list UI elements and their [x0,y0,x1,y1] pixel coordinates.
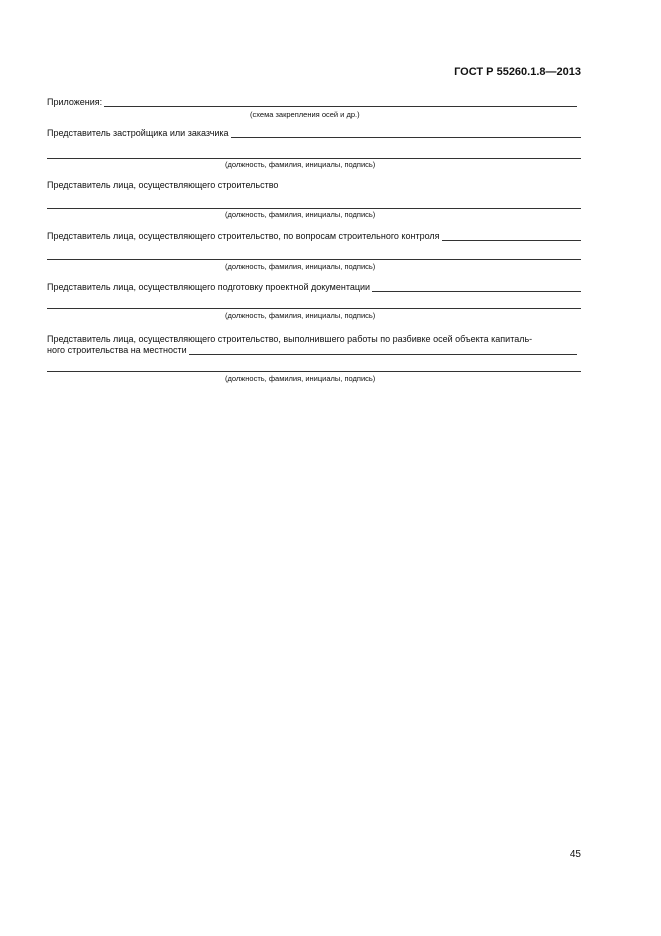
builder-representative-label: Представитель лица, осуществляющего строительство [47,180,279,190]
layout-signature-caption: (должность, фамилия, инициалы, подпись) [225,374,376,383]
appendix-caption: (схема закрепления осей и др.) [250,110,360,119]
customer-signature-caption: (должность, фамилия, инициалы, подпись) [225,160,376,169]
builder-signature-caption: (должность, фамилия, инициалы, подпись) [225,210,376,219]
construction-control-signature-caption: (должность, фамилия, инициалы, подпись) [225,262,376,271]
builder-signature-line[interactable] [47,208,581,209]
customer-signature-line[interactable] [47,158,581,159]
appendix-row [47,97,581,108]
construction-control-signature-line[interactable] [47,259,581,260]
layout-representative-field[interactable] [189,346,577,355]
layout-representative-row [47,345,581,356]
customer-representative-row [47,128,581,139]
appendix-field[interactable] [104,98,577,107]
layout-signature-line[interactable] [47,371,581,372]
design-representative-row [47,282,581,293]
design-signature-caption: (должность, фамилия, инициалы, подпись) [225,311,376,320]
design-signature-line[interactable] [47,308,581,309]
construction-control-representative-row [47,231,581,242]
design-representative-label: Представитель лица, осуществляющего подготовку проектной документации [47,282,371,292]
appendix-label: Приложения: [47,97,103,107]
customer-representative-label: Представитель застройщика или заказчика [47,128,229,138]
document-code: ГОСТ Р 55260.1.8—2013 [454,66,581,78]
page-number: 45 [569,849,581,860]
construction-control-representative-field[interactable] [442,232,581,241]
design-representative-field[interactable] [372,283,581,292]
layout-representative-label-line2: ного строительства на местности [47,345,187,355]
construction-control-representative-label: Представитель лица, осуществляющего строительство, по вопросам строительного контроля [47,231,440,241]
customer-representative-field[interactable] [231,129,581,138]
layout-representative-label-line1: Представитель лица, осуществляющего строительство, выполнившего работы по разбивке осей объекта капиталь- [47,334,533,344]
